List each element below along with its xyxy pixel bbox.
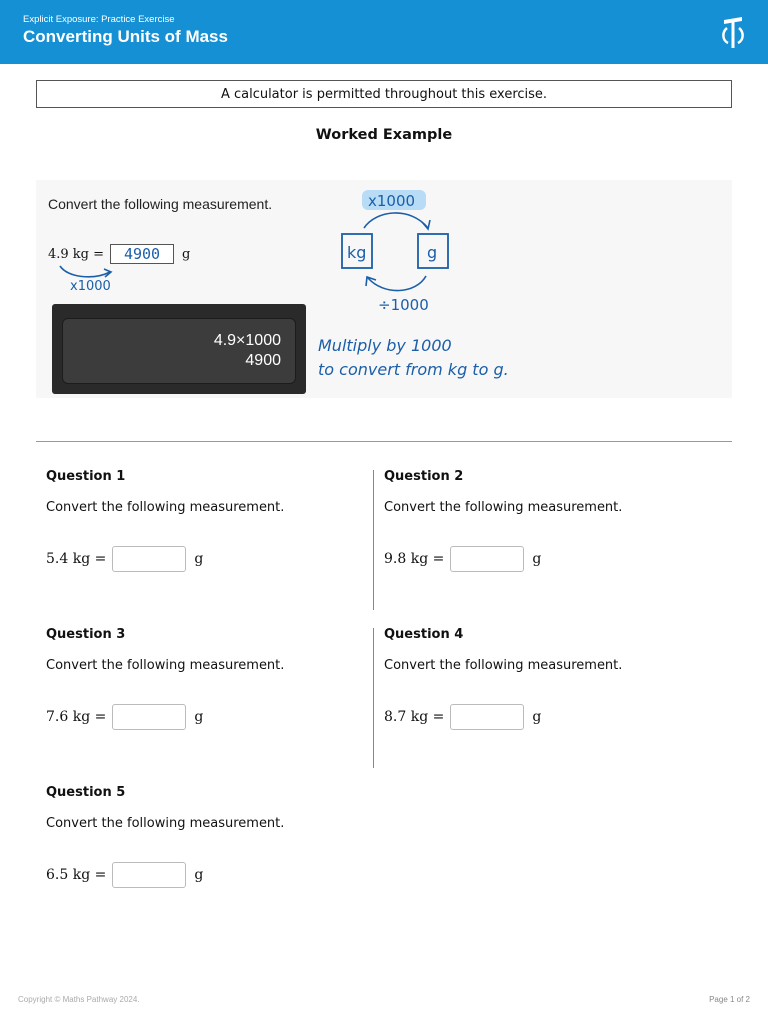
diagram-left-box: kg xyxy=(347,243,367,262)
question-text: Convert the following measurement. xyxy=(384,658,623,673)
worked-example-lhs: 4.9 kg = xyxy=(48,246,105,262)
question-text: Convert the following measurement. xyxy=(46,658,285,673)
diagram-top-label: x1000 xyxy=(368,192,416,210)
worked-example-title: Worked Example xyxy=(315,127,453,143)
question-title: Question 5 xyxy=(46,785,126,800)
question-title: Question 2 xyxy=(384,469,464,484)
question-equation xyxy=(46,704,366,730)
page-header xyxy=(0,0,768,64)
handwritten-note xyxy=(318,334,509,382)
worked-example-panel xyxy=(36,180,732,398)
question-title: Question 1 xyxy=(46,469,126,484)
question-equation xyxy=(46,862,366,888)
question-lhs: 9.8 kg = xyxy=(384,551,445,567)
diagram-bottom-label: ÷1000 xyxy=(378,296,429,314)
worked-example-equation xyxy=(48,244,190,264)
top-arc-arrow-icon xyxy=(364,213,428,228)
answer-input-4[interactable] xyxy=(450,704,524,730)
worked-example-prompt: Convert the following measurement. xyxy=(48,196,273,212)
worked-example-arrow-label: x1000 xyxy=(70,279,111,294)
question-text: Convert the following measurement. xyxy=(384,500,623,515)
question-unit: g xyxy=(532,551,542,567)
question-5 xyxy=(46,785,366,888)
calculator-line-1: 4.9×1000 xyxy=(213,332,281,349)
footer-page-number: Page 1 of 2 xyxy=(709,995,750,1004)
calculator-notice: A calculator is permitted throughout this exercise. xyxy=(36,80,732,108)
worked-example-answer: 4900 xyxy=(110,244,174,264)
note-line-1: Multiply by 1000 xyxy=(318,336,452,355)
answer-input-5[interactable] xyxy=(112,862,186,888)
question-lhs: 5.4 kg = xyxy=(46,551,107,567)
calculator xyxy=(52,304,306,394)
footer-copyright: Copyright © Maths Pathway 2024. xyxy=(18,995,140,1004)
question-unit: g xyxy=(194,867,204,883)
question-lhs: 8.7 kg = xyxy=(384,709,445,725)
question-equation xyxy=(384,704,704,730)
question-lhs: 6.5 kg = xyxy=(46,867,107,883)
question-3 xyxy=(46,627,366,730)
question-equation xyxy=(384,546,704,572)
bottom-arc-arrow-icon xyxy=(368,276,426,291)
calculator-screen xyxy=(62,318,296,384)
question-text: Convert the following measurement. xyxy=(46,500,285,515)
question-2 xyxy=(384,469,704,572)
question-4 xyxy=(384,627,704,730)
question-unit: g xyxy=(194,551,204,567)
answer-input-2[interactable] xyxy=(450,546,524,572)
question-unit: g xyxy=(194,709,204,725)
diagram-right-box: g xyxy=(427,243,438,262)
answer-input-1[interactable] xyxy=(112,546,186,572)
calculator-line-2: 4900 xyxy=(245,352,281,369)
question-1 xyxy=(46,469,366,572)
column-divider-row-1 xyxy=(373,470,374,610)
question-unit: g xyxy=(532,709,542,725)
question-lhs: 7.6 kg = xyxy=(46,709,107,725)
question-title: Question 4 xyxy=(384,627,464,642)
maths-pathway-logo-icon xyxy=(718,14,748,50)
question-text: Convert the following measurement. xyxy=(46,816,285,831)
section-divider xyxy=(36,441,732,442)
note-line-2: to convert from kg to g. xyxy=(318,360,509,379)
column-divider-row-2 xyxy=(373,628,374,768)
header-kicker: Explicit Exposure: Practice Exercise xyxy=(23,14,175,25)
question-title: Question 3 xyxy=(46,627,126,642)
top-arrowhead-icon xyxy=(422,220,430,229)
worked-example-unit: g xyxy=(182,246,191,262)
question-equation xyxy=(46,546,366,572)
page-title: Converting Units of Mass xyxy=(23,27,228,46)
answer-input-3[interactable] xyxy=(112,704,186,730)
conversion-diagram xyxy=(326,184,476,324)
